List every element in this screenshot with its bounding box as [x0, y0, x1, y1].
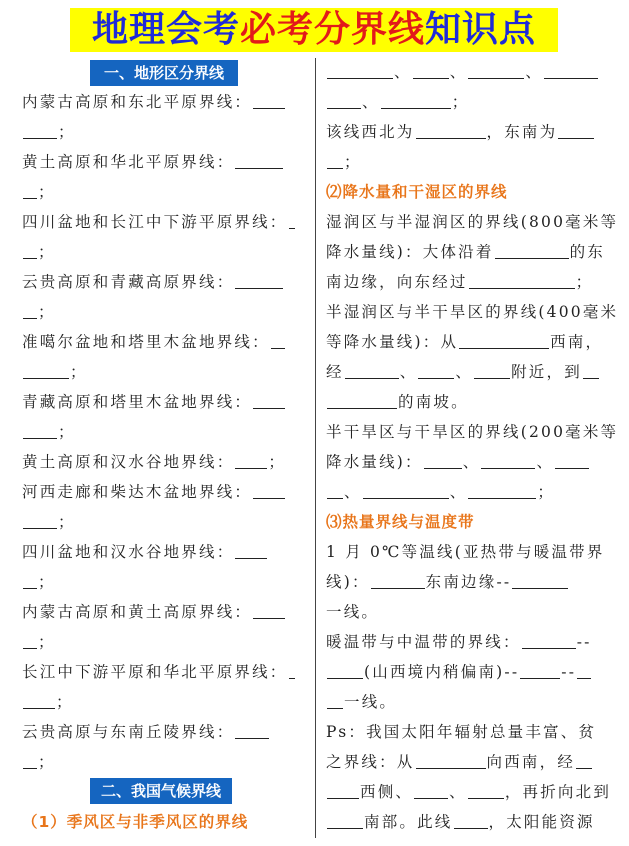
question-line: ；	[326, 152, 362, 172]
question-line: 黄土高原和华北平原界线：	[22, 152, 284, 172]
text-line: 湿润区与半湿润区的界线(800毫米等	[326, 213, 619, 231]
title-part: 知识点	[425, 9, 537, 50]
question-line: 四川盆地和长江中下游平原界线：	[22, 212, 296, 232]
question-line: 青藏高原和塔里木盆地界线：	[22, 392, 286, 412]
question-line: 等降水量线)：从 西南，	[326, 333, 604, 351]
question-line: 西侧、 、 ，再折向北到	[326, 782, 611, 802]
question-line: ；	[22, 752, 56, 772]
text-line: 半湿润区与半干旱区的界线(400毫米	[326, 303, 619, 321]
text-line: 半干旱区与干旱区的界线(200毫米等	[326, 423, 619, 441]
section-heading-climate: 二、我国气候界线	[90, 778, 232, 804]
question-line: 准噶尔盆地和塔里木盆地界线：	[22, 332, 286, 352]
question-line: 黄土高原和汉水谷地界线： ；	[22, 453, 287, 471]
question-line: 线)： 东南边缘--	[326, 572, 569, 592]
question-line: 暖温带与中温带的界线： --	[326, 633, 592, 651]
column-divider	[315, 58, 316, 838]
question-line: 内蒙古高原和黄土高原界线：	[22, 602, 286, 622]
question-line: ；	[22, 242, 56, 262]
question-line: 南部。此线 ，太阳能资源	[326, 812, 595, 832]
question-line: 降水量线)：大体沿着 的东	[326, 243, 605, 261]
question-line: 四川盆地和汉水谷地界线：	[22, 542, 268, 562]
question-line: ；	[22, 182, 56, 202]
title-part: 分界线	[314, 9, 426, 50]
question-line: ；	[22, 422, 76, 442]
question-line: ；	[22, 572, 56, 592]
question-line: 经 、 、 附近，到	[326, 362, 600, 382]
title-part: 必考	[239, 9, 314, 50]
subheading-precipitation: ⑵降水量和干湿区的界线	[326, 183, 508, 201]
text-line: 一线。	[326, 603, 380, 621]
question-line: 长江中下游平原和华北平原界线：	[22, 662, 296, 682]
question-line: 内蒙古高原和东北平原界线：	[22, 92, 286, 112]
question-line: 降水量线)： 、 、	[326, 452, 590, 472]
question-line: ；	[22, 362, 88, 382]
question-line: (山西境内稍偏南)-- --	[326, 662, 592, 682]
subheading-temperature: ⑶热量界线与温度带	[326, 513, 475, 531]
text-line: Ps：我国太阳年辐射总量丰富、贫	[326, 723, 597, 741]
title-part: 地理	[91, 9, 166, 50]
question-line: 云贵高原与东南丘陵界线：	[22, 722, 270, 742]
text-line: 1 月 0℃等温线(亚热带与暖温带界	[326, 543, 605, 561]
page-title	[70, 6, 558, 54]
question-line: 、 ；	[326, 92, 469, 112]
question-line: ；	[22, 122, 76, 142]
title-part: 会考	[165, 9, 240, 50]
section-heading-landform: 一、地形区分界线	[90, 60, 238, 86]
question-line: 、 、 、	[326, 62, 599, 82]
question-line: 云贵高原和青藏高原界线：	[22, 272, 284, 292]
question-line: 该线西北为 ，东南为	[326, 122, 595, 142]
question-line: 的南坡。	[326, 392, 469, 412]
question-line: ；	[22, 302, 56, 322]
question-line: 南边缘，向东经过 ；	[326, 273, 594, 291]
question-line: 一线。	[326, 692, 397, 712]
question-line: 、 、 ；	[326, 482, 555, 502]
question-line: ；	[22, 512, 76, 532]
question-line: ；	[22, 632, 56, 652]
question-line: ；	[22, 692, 74, 712]
subheading-monsoon: （1）季风区与非季风区的界线	[22, 813, 249, 831]
question-line: 之界线：从 向西南，经	[326, 752, 593, 772]
question-line: 河西走廊和柴达木盆地界线：	[22, 482, 286, 502]
